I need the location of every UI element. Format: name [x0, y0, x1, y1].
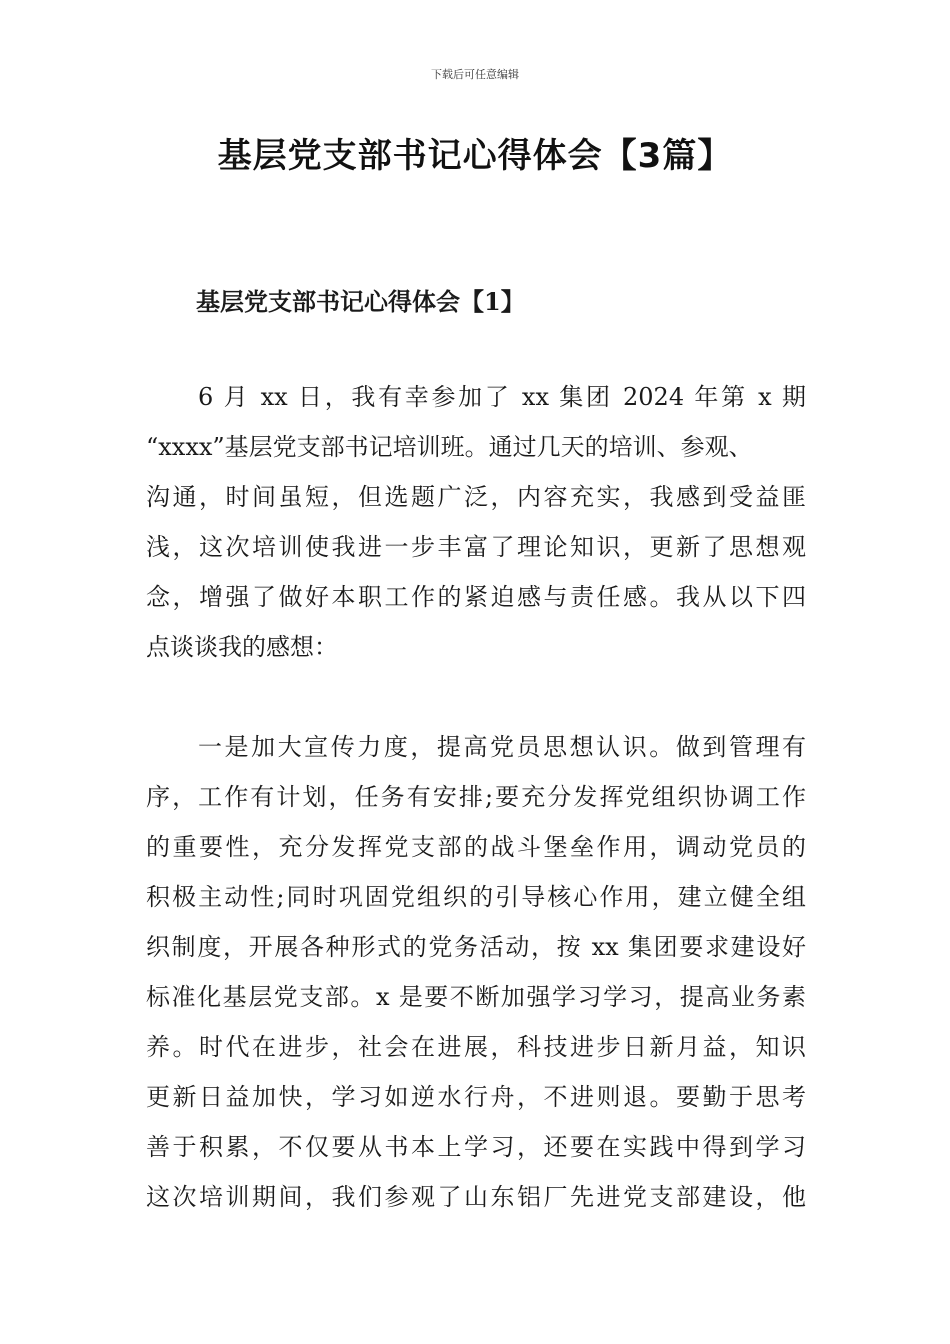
paragraph-1 — [146, 372, 806, 672]
paragraph-line: 沟通，时间虽短，但选题广泛，内容充实，我感到受益匪 — [146, 483, 806, 511]
section-heading: 基层党支部书记心得体会【1】 — [196, 287, 525, 316]
document-title: 基层党支部书记心得体会【3篇】 — [217, 136, 733, 176]
paragraph-line: 6 月 xx 日，我有幸参加了 xx 集团 2024 年第 x 期 — [198, 383, 806, 411]
paragraph-line: 更新日益加快，学习如逆水行舟，不进则退。要勤于思考 — [146, 1083, 806, 1111]
paragraph-2 — [146, 722, 806, 1222]
paragraph-line: 浅，这次培训使我进一步丰富了理论知识，更新了思想观 — [146, 533, 806, 561]
header-note: 下载后可任意编辑 — [431, 68, 519, 81]
paragraph-line: 这次培训期间，我们参观了山东铝厂先进党支部建设，他 — [146, 1183, 806, 1211]
paragraph-line: 念，增强了做好本职工作的紧迫感与责任感。我从以下四 — [146, 583, 806, 611]
paragraph-line: 标准化基层党支部。x 是要不断加强学习学习，提高业务素 — [146, 983, 806, 1011]
paragraph-line: 的重要性，充分发挥党支部的战斗堡垒作用，调动党员的 — [146, 833, 806, 861]
paragraph-line: 序，工作有计划，任务有安排;要充分发挥党组织协调工作 — [146, 783, 806, 811]
paragraph-line: “xxxx”基层党支部书记培训班。通过几天的培训、参观、 — [146, 433, 753, 461]
paragraph-line: 善于积累，不仅要从书本上学习，还要在实践中得到学习 — [146, 1133, 806, 1161]
paragraph-line: 积极主动性;同时巩固党组织的引导核心作用，建立健全组 — [146, 883, 806, 911]
paragraph-line: 点谈谈我的感想： — [146, 633, 338, 661]
paragraph-line: 织制度，开展各种形式的党务活动，按 xx 集团要求建设好 — [146, 933, 806, 961]
paragraph-line: 养。时代在进步，社会在进展，科技进步日新月益，知识 — [146, 1033, 806, 1061]
paragraph-line: 一是加大宣传力度，提高党员思想认识。做到管理有 — [198, 733, 806, 761]
